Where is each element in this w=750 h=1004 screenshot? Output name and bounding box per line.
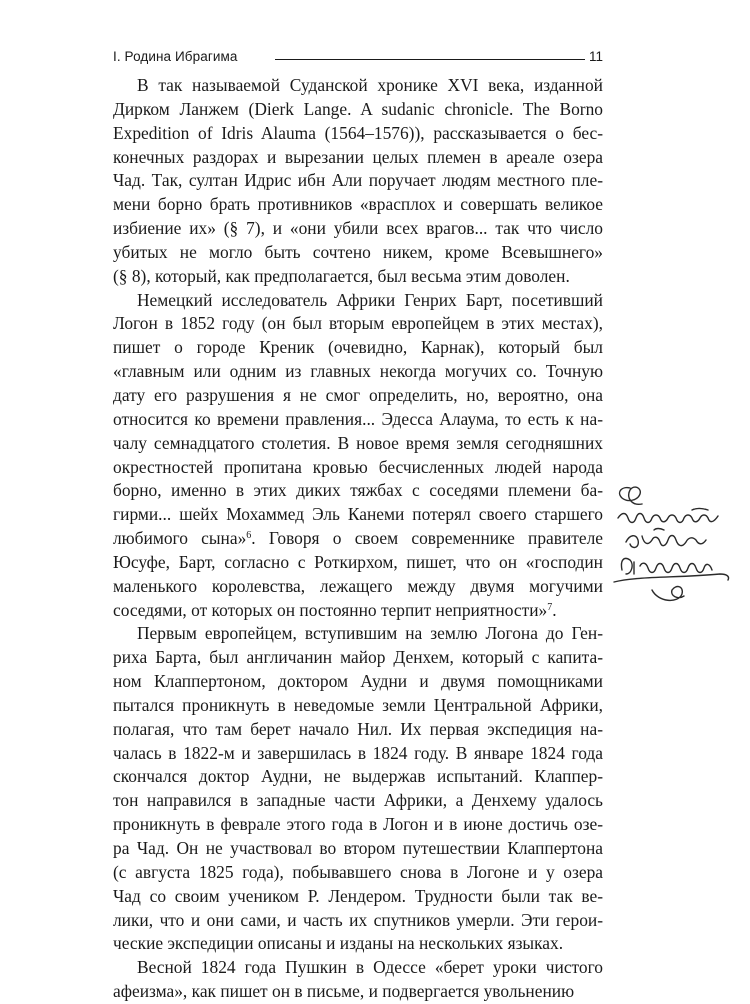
- text-line-continuation: .: [552, 599, 557, 620]
- text-line: [113, 932, 603, 956]
- text-line-content: Чад со своим учеником Р. Лендером. Трудности были так ве-: [113, 885, 603, 906]
- text-line: [113, 670, 603, 694]
- text-line-content: гирми... шейх Мохаммед Эль Канеми потерял своего старшего: [113, 504, 603, 525]
- text-line: [113, 265, 603, 289]
- text-line: [113, 408, 603, 432]
- text-line-content: риха Барта, был англичанин майор Денхем, который с капита-: [113, 647, 603, 668]
- text-line: [113, 718, 603, 742]
- text-line-content: полагая, что там берет начало Нил. Их первая экспедиция на-: [113, 718, 603, 739]
- text-line-content: относится ко времени правления... Эдесса Алаума, то есть к на-: [113, 408, 603, 429]
- text-line-content: пытался проникнуть в неведомые земли Центральной Африки,: [113, 694, 603, 715]
- text-line: [113, 289, 603, 313]
- text-line: [113, 956, 603, 980]
- handwritten-inscription-image: [608, 478, 738, 618]
- text-line-content: чалась в 1822-м и завершилась в 1824 году. В январе 1824 года: [113, 742, 603, 763]
- text-line-content: чалу семнадцатого столетия. В новое время земля сегодняшних: [113, 432, 603, 453]
- text-line: [113, 909, 603, 933]
- text-line-content: Чад. Так, султан Идрис ибн Али поручает людям местного пле-: [113, 170, 603, 191]
- footnote-marker[interactable]: 7: [547, 601, 553, 613]
- text-line: [113, 456, 603, 480]
- text-line-content: ном Клаппертоном, доктором Аудни и двумя помощниками: [113, 671, 603, 692]
- text-line: [113, 98, 603, 122]
- text-line: [113, 765, 603, 789]
- text-line-content: убитых не могло быть сочтено никем, кроме Всевышнего»: [113, 241, 603, 262]
- text-line: [113, 813, 603, 837]
- handwriting-icon: [608, 478, 738, 618]
- text-line: [113, 312, 603, 336]
- text-line-content: Юсуфе, Барт, согласно с Роткирхом, пишет, что он «господин: [113, 551, 603, 572]
- text-line-content: (§ 8), который, как предполагается, был весьма этим доволен.: [113, 265, 570, 286]
- text-line: [113, 74, 603, 98]
- text-line-content: избиение их» (§ 7), и «они убили всех врагов... так что число: [113, 218, 603, 239]
- text-line: [113, 551, 603, 575]
- text-line-content: мени борно брать противников «врасплох и совершать великое: [113, 194, 603, 215]
- text-line-content: ческие экспедиции описаны и изданы на нескольких языках.: [113, 933, 564, 954]
- body-text: [113, 74, 603, 1004]
- text-line-content: лики, что и они сами, и часть их спутников умерли. Эти герои-: [113, 909, 603, 930]
- text-line-content: соседями, от которых он постоянно терпит неприятности»: [113, 599, 548, 620]
- page-number: 11: [588, 49, 603, 64]
- text-line: [113, 384, 603, 408]
- text-line-content: борно, именно в этих диких тяжбах с соседями племени ба-: [113, 480, 603, 501]
- text-line: [113, 241, 603, 265]
- text-line: [113, 146, 603, 170]
- text-line-content: дату его разрушения я не смог определить, но, вероятно, она: [113, 384, 603, 405]
- running-header: [113, 48, 603, 70]
- text-line-content: Дирком Ланжем (Dierk Lange. A sudanic chronicle. The Borno: [113, 98, 603, 119]
- text-line: [113, 980, 603, 1004]
- text-line: [113, 575, 603, 599]
- text-line: [113, 336, 603, 360]
- text-line-content: Первым европейцем, вступившим на землю Логона до Ген-: [137, 623, 603, 644]
- text-line: [113, 861, 603, 885]
- text-line: [113, 837, 603, 861]
- text-line: [113, 789, 603, 813]
- text-line: [113, 527, 603, 551]
- text-line: [113, 360, 603, 384]
- footnote-marker[interactable]: 6: [246, 530, 252, 542]
- text-line: [113, 742, 603, 766]
- text-line-content: тон направился в западные части Африки, а Денхему удалось: [113, 790, 603, 811]
- text-line-content: пишет о городе Креник (очевидно, Карнак), который был: [113, 337, 603, 358]
- text-line: [113, 169, 603, 193]
- chapter-title: I. Родина Ибрагима: [113, 49, 238, 64]
- text-line-content: афеизма», как пишет он в письме, и подвергается увольнению: [113, 981, 575, 1002]
- text-line: [113, 885, 603, 909]
- text-line-content: «главным или одним из главных некогда могучих со. Точную: [113, 361, 603, 382]
- text-line: [113, 479, 603, 503]
- text-line: [113, 599, 603, 623]
- header-rule: [275, 59, 585, 60]
- text-line: [113, 503, 603, 527]
- text-line-content: окрестностей пропитана кровью бесчисленных людей народа: [113, 456, 603, 477]
- text-line-content: Логон в 1852 году (он был вторым европейцем в этих местах),: [113, 313, 603, 334]
- text-line-content: В так называемой Суданской хронике XVI века, изданной: [137, 75, 603, 95]
- text-line: [113, 432, 603, 456]
- text-line-content: (с августа 1825 года), побывавшего снова в Логоне и у озера: [113, 861, 603, 882]
- text-line-content: маленького королевства, лежащего между двумя могучими: [113, 575, 603, 596]
- text-line: [113, 217, 603, 241]
- text-line: [113, 646, 603, 670]
- text-line-continuation: . Говоря о своем современнике правителе: [251, 528, 603, 549]
- text-line-content: ра Чад. Он не участвовал во втором путешествии Клаппертона: [113, 838, 603, 858]
- text-line-content: Немецкий исследователь Африки Генрих Барт, посетивший: [137, 289, 603, 310]
- text-line-content: любимого сына»: [113, 528, 247, 549]
- text-line: [113, 694, 603, 718]
- text-line-content: проникнуть в феврале этого года в Логон и в июне достичь озе-: [113, 814, 603, 835]
- text-line: [113, 193, 603, 217]
- text-line: [113, 122, 603, 146]
- text-line-content: Expedition of Idris Alauma (1564–1576)), рассказывается о бес-: [113, 122, 603, 143]
- text-line-content: Весной 1824 года Пушкин в Одессе «берет уроки чистого: [137, 957, 603, 978]
- text-line-content: скончался доктор Аудни, не выдержав испытаний. Клаппер-: [113, 766, 603, 787]
- text-line: [113, 622, 603, 646]
- text-line-content: конечных раздорах и вырезании целых племен в ареале озера: [113, 146, 603, 167]
